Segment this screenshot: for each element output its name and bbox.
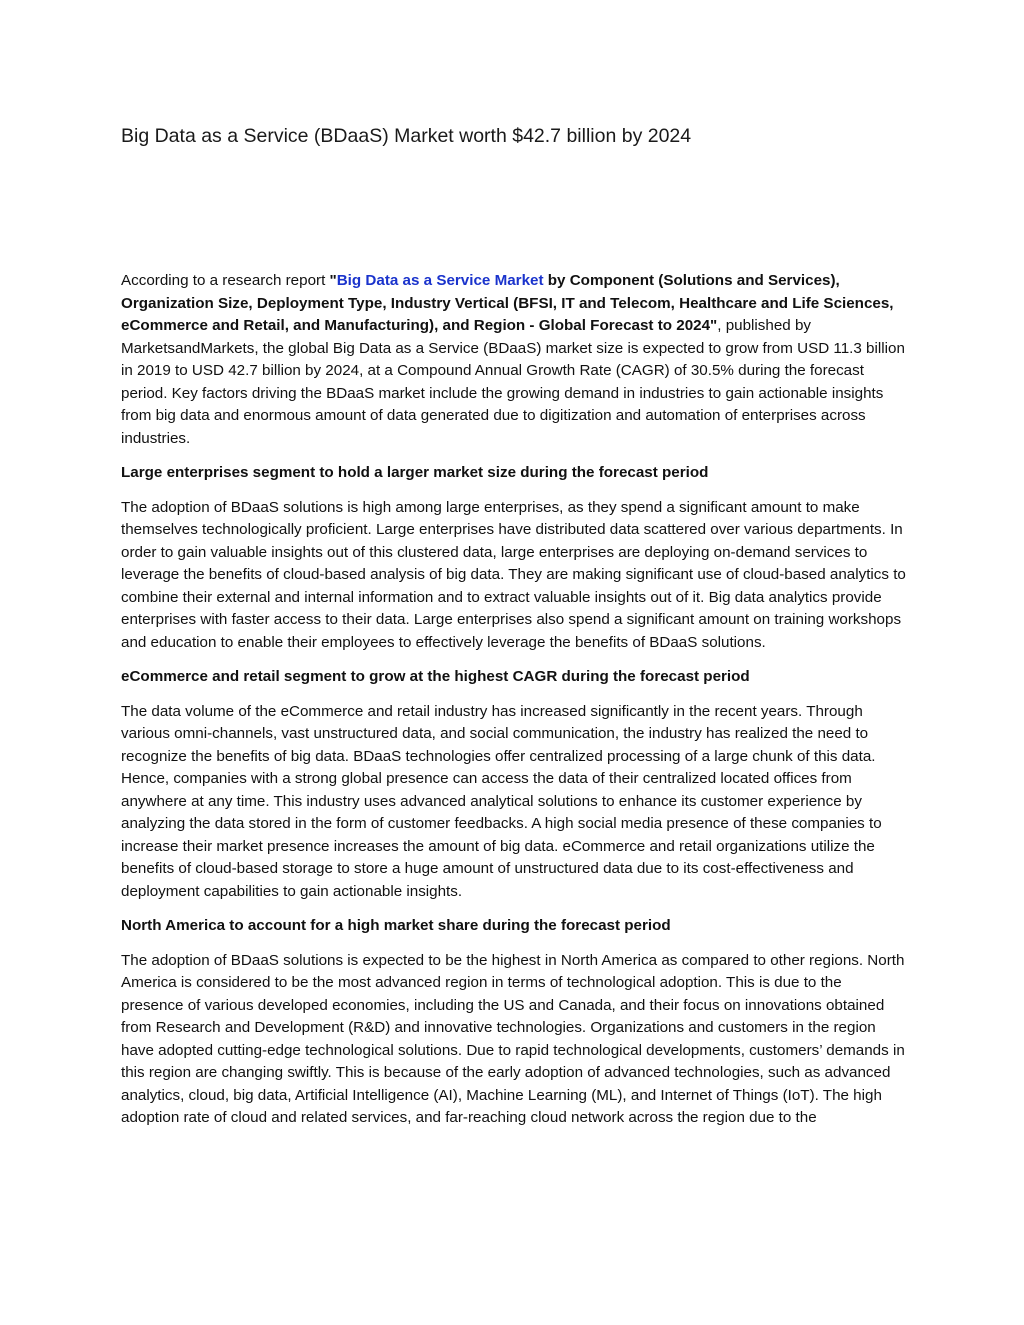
- document-body: [121, 270, 906, 1142]
- intro-rest: , published by MarketsandMarkets, the global Big Data as a Service (BDaaS) market size is expected to grow from USD 11.3 billion in 2019 to USD 42.7 billion by 2024, at a Compound Annual Growth Rate (CAGR) of 30.5% during the forecast period. Key factors driving the BDaaS market include the growing demand in industries to gain actionable insights from big data and enormous amount of data generated due to digitization and automation of enterprises across industries.: [121, 317, 905, 447]
- section-paragraph-ecommerce-retail: The data volume of the eCommerce and retail industry has increased significantly in the recent years. Through various omni-channels, vast unstructured data, and social communication, the industry has realized the need to recognize the benefits of big data. BDaaS technologies offer centralized processing of a large chunk of this data. Hence, companies with a strong global presence can access the data of their centralized located offices from anywhere at any time. This industry uses advanced analytical solutions to enhance its customer experience by analyzing the data stored in the form of customer feedbacks. A high social media presence of these companies to increase their market presence increases the amount of big data. eCommerce and retail organizations utilize the benefits of cloud-based storage to store a huge amount of unstructured data due to its cost-effectiveness and deployment capabilities to gain actionable insights.: [121, 702, 882, 900]
- section-heading-ecommerce-retail: eCommerce and retail segment to grow at the highest CAGR during the forecast period: [121, 668, 750, 685]
- intro-open-quote: ": [329, 272, 337, 289]
- section-heading-large-enterprises: Large enterprises segment to hold a larger market size during the forecast period: [121, 464, 709, 481]
- report-title-rest: by Component (Solutions and Services), Organization Size, Deployment Type, Industry Vertical (BFSI, IT and Telecom, Healthcare and Life Sciences, eCommerce and Retail, and Manufacturing), and Region - Global Forecast to 2024": [121, 272, 894, 334]
- report-link[interactable]: Big Data as a Service Market: [336, 272, 544, 289]
- page-title: Big Data as a Service (BDaaS) Market worth $42.7 billion by 2024: [121, 125, 692, 147]
- intro-paragraph: [121, 270, 906, 450]
- intro-lead: According to a research report: [121, 272, 330, 289]
- section-paragraph-north-america: The adoption of BDaaS solutions is expected to be the highest in North America as compared to other regions. North America is considered to be the most advanced region in terms of technological adoption. This is due to the presence of various developed economies, including the US and Canada, and their focus on innovations obtained from Research and Development (R&D) and innovative technologies. Organizations and customers in the region have adopted cutting-edge technological solutions. Due to rapid technological developments, customers’ demands in this region are changing swiftly. This is because of the early adoption of advanced technologies, such as advanced analytics, cloud, big data, Artificial Intelligence (AI), Machine Learning (ML), and Internet of Things (IoT). The high adoption rate of cloud and related services, and far-reaching cloud network across the region due to the: [121, 951, 905, 1126]
- section-heading-north-america: North America to account for a high market share during the forecast period: [121, 917, 671, 934]
- section-paragraph-large-enterprises: The adoption of BDaaS solutions is high among large enterprises, as they spend a significant amount to make themselves technologically proficient. Large enterprises have distributed data scattered over various departments. In order to gain valuable insights out of this clustered data, large enterprises are deploying on-demand services to leverage the benefits of cloud-based analysis of big data. They are making significant use of cloud-based analytics to combine their external and internal information and to extract valuable insights out of it. Big data analytics provide enterprises with faster access to their data. Large enterprises also spend a significant amount on training workshops and education to enable their employees to effectively leverage the benefits of BDaaS solutions.: [121, 498, 906, 651]
